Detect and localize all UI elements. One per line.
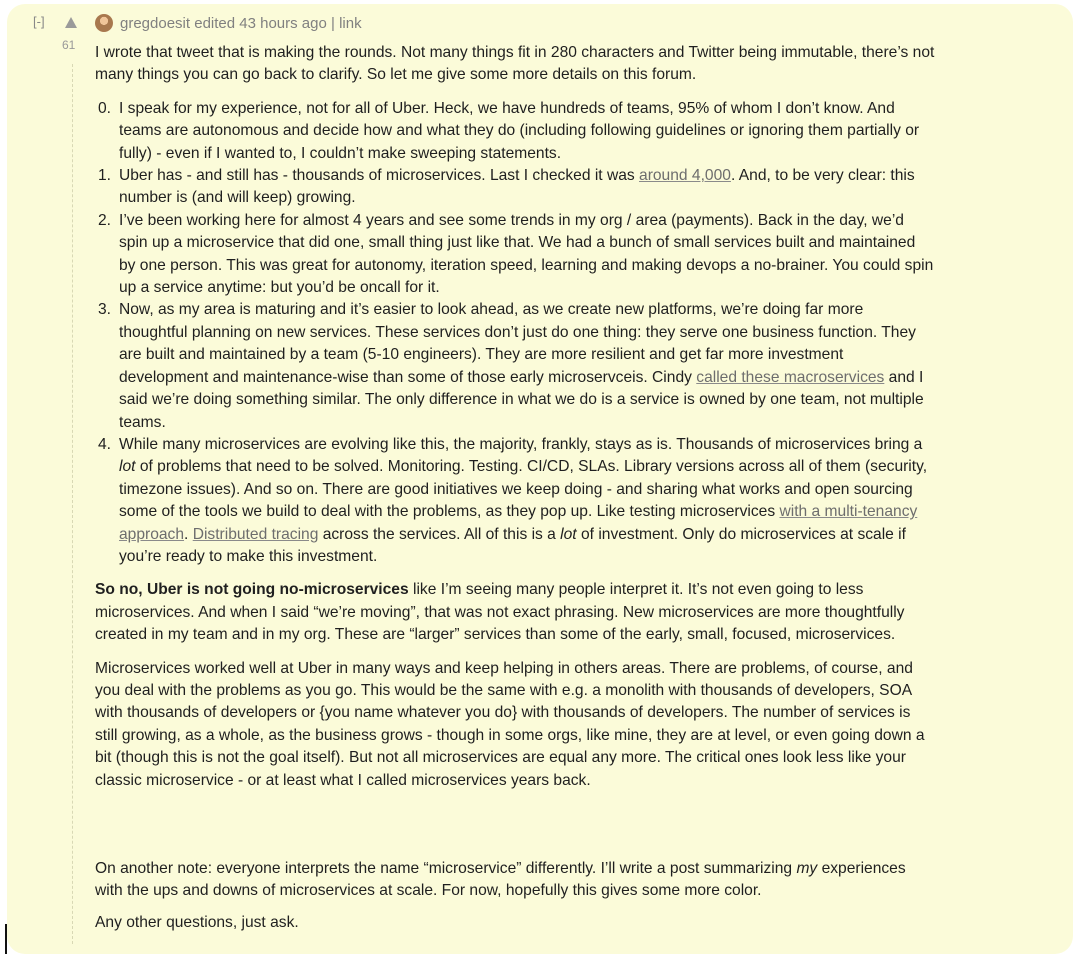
paragraph-another-note: [95, 858, 935, 903]
list-item-text: I speak for my experience, not for all of Uber. Heck, we have hundreds of teams, 95% of whom I don’t know. And teams are autonomous and decide how and what they do (including following guidelines or ignoring them partially or fully) - even if I wanted to, I couldn’t make sweeping statements.: [119, 99, 920, 162]
list-item: [98, 210, 935, 300]
comment-score: 61: [62, 38, 76, 52]
paragraph-text: like I’m seeing many people interpret it. It’s not even going to less microservices. And when I said “we’re moving”, that was not exact phrasing. New microservices are more thoughtfully created in my team and in my org. These are “larger” services than some of the early, small, focused, microservices.: [95, 581, 905, 644]
link-multi-tenancy[interactable]: with a multi-tenancy approach: [119, 503, 918, 543]
list-item-text: Now, as my area is maturing and it’s easier to look ahead, as we create new platforms, we’re doing far more thoughtful planning on new services. These services don’t just do one thing: they serve one business function. They are built and maintained by a team (5-10 engineers). They are more resilient and get far more investment development and maintenance-wise than some of those early microservceis. Cindy: [119, 301, 916, 386]
list-item: [98, 434, 935, 568]
avatar: [95, 14, 113, 32]
comment-meta: [95, 14, 362, 32]
list-item-text: Uber has - and still has - thousands of microservices. Last I checked it was: [119, 167, 640, 185]
list-item: [98, 299, 935, 433]
link-distributed-tracing[interactable]: Distributed tracing: [192, 525, 319, 543]
emphasis-text: lot: [119, 458, 136, 476]
list-item-text: and I said we’re doing something similar. The only difference in what we do is a service is owned by one team, not multiple teams.: [119, 368, 924, 431]
list-item: [98, 165, 935, 210]
intro-paragraph: I wrote that tweet that is making the rounds. Not many things fit in 280 characters and Twitter being immutable, there’s not many things you can go back to clarify. So let me give some more details on this forum.: [95, 44, 935, 84]
link-macroservices[interactable]: called these macroservices: [696, 368, 885, 386]
list-number: 2.: [98, 211, 112, 229]
list-number: 0.: [98, 99, 112, 117]
list-item-text: .: [184, 525, 193, 543]
thread-indent-line: [72, 64, 73, 944]
list-item-text: I’ve been working here for almost 4 years and see some trends in my org / area (payments). Back in the day, we’d spin up a microservice that did one, small thing just like that. We had a bunch of small services built and maintained by one person. This was great for autonomy, iteration speed, learning and making devops a no-brainer. You could spin up a service anytime: but you’d be oncall for it.: [119, 211, 934, 297]
paragraph-text: experiences with the ups and downs of microservices at scale. For now, hopefully this gives some more color.: [95, 860, 906, 900]
author-name[interactable]: gregdoesit: [120, 14, 191, 32]
comment-body: [95, 42, 935, 803]
list-item-text: of problems that need to be solved. Monitoring. Testing. CI/CD, SLAs. Library versions across all of them (security, timezone issues). And so on. There are good initiatives we keep doing - and sharing what works and open sourcing some of the tools we build to deal with the problems, as they pop up. Like testing microservices: [119, 458, 928, 521]
permalink[interactable]: link: [339, 14, 362, 32]
bold-statement: So no, Uber is not going no-microservices: [95, 581, 409, 599]
comment-card: [7, 4, 1073, 954]
numbered-list: [95, 98, 935, 569]
list-number: 1.: [98, 167, 112, 185]
text-cursor: [5, 924, 7, 954]
list-number: 3.: [98, 301, 112, 319]
paragraph-questions: Any other questions, just ask.: [95, 913, 299, 931]
emphasis-text: lot: [560, 525, 577, 543]
list-item-text: of investment. Only do microservices at scale if you’re ready to make this investment.: [119, 525, 906, 565]
list-item-text: While many microservices are evolving like this, the majority, frankly, stays as is. Thousands of microservices bring a: [119, 435, 923, 453]
list-item-text: across the services. All of this is a: [318, 525, 561, 543]
list-item: [98, 98, 935, 165]
upvote-arrow-icon[interactable]: [65, 17, 77, 28]
link-around-4000[interactable]: around 4,000: [639, 167, 731, 185]
list-item-text: . And, to be very clear: this number is (and will keep) growing.: [119, 167, 915, 207]
paragraph-worked-well: Microservices worked well at Uber in many ways and keep helping in others areas. There are problems, of course, and you deal with the problems as you go. This would be the same with e.g. a monolith with thousands of developers, SOA with thousands of developers or {you name whatever you do} with thousands of developers. The number of services is still growing, as a whole, as the business grows - though in some orgs, like mine, they are at level, or even going down a bit (though this is not the goal itself). But not all microservices are equal any more. The critical ones look less like your classic microservice - or at least what I called microservices years back.: [95, 659, 925, 789]
collapse-toggle[interactable]: [-]: [33, 14, 45, 29]
paragraph-text: On another note: everyone interprets the name “microservice” differently. I’ll write a post summarizing: [95, 860, 797, 877]
comment-footer-text: [95, 858, 935, 934]
emphasis-text: my: [796, 860, 818, 877]
edited-timestamp: edited 43 hours ago |: [190, 14, 340, 32]
paragraph-no-microservices: [95, 579, 935, 646]
list-number: 4.: [98, 435, 112, 453]
